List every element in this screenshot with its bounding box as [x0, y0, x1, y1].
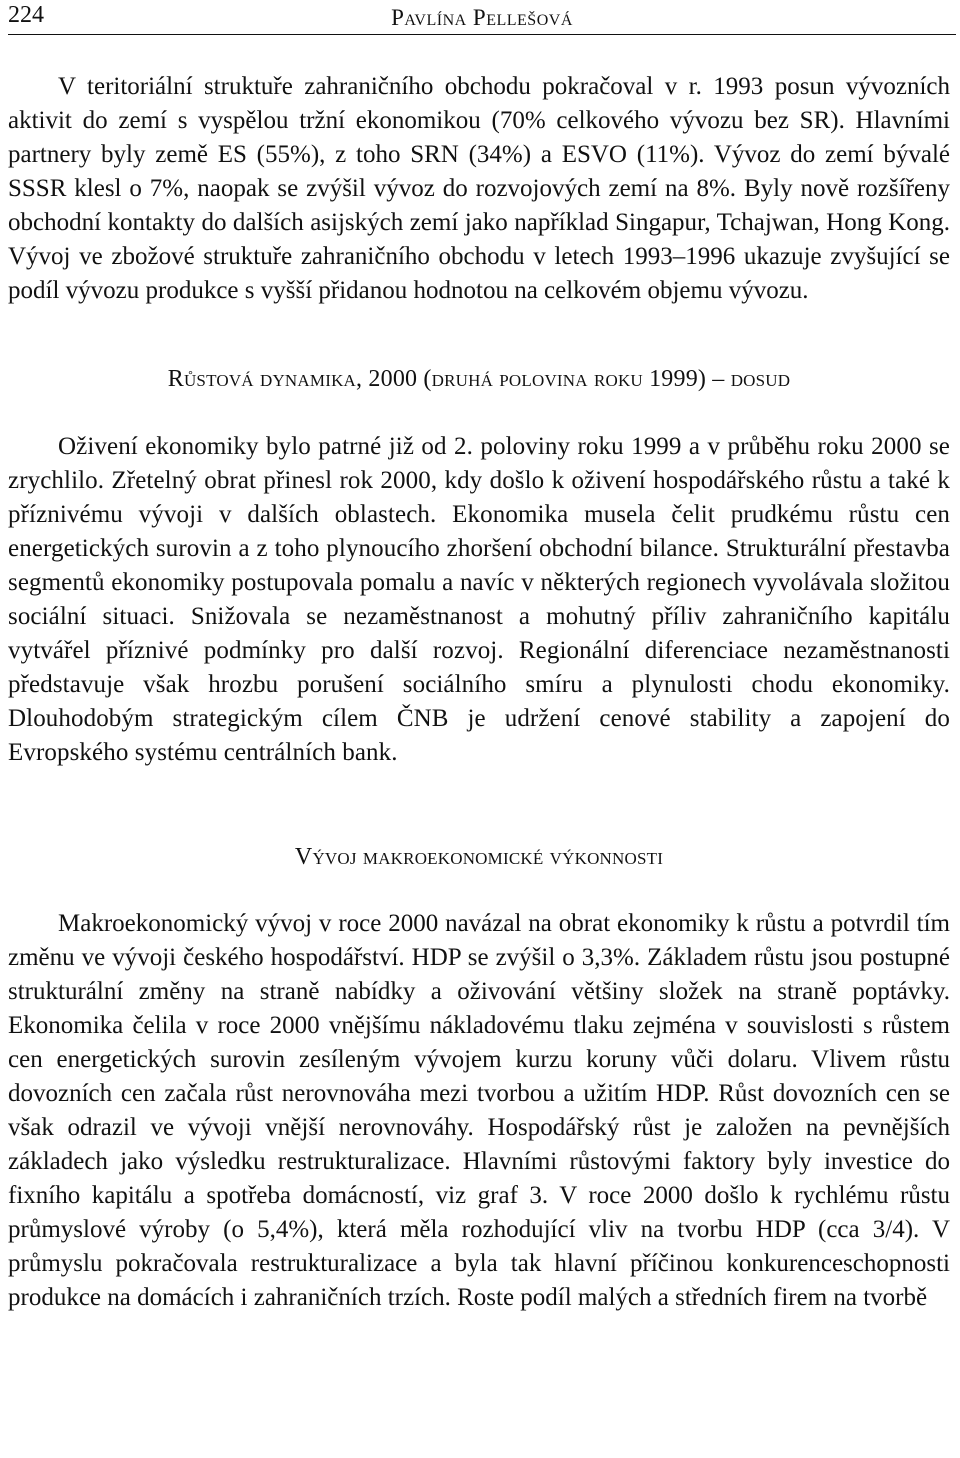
body-paragraph-recovery: Oživení ekonomiky bylo patrné již od 2. poloviny roku 1999 a v průběhu roku 2000 se zrychlilo. Zřetelný obrat přinesl rok 2000, kdy došlo k oživení hospodářského růstu a také k příznivému vývoji v dalších oblastech. Ekonomika musela čelit prudkému růstu cen energetických surovin a z toho plynoucího zhoršení obchodní bilance. Strukturální přestavba segmentů ekonomiky postupovala pomalu a navíc v některých regionech vyvolávala složitou sociální situaci. Snižovala se nezaměstnanost a mohutný příliv zahraničního kapitálu vytvářel příznivé podmínky pro další rozvoj. Regionální diferenciace nezaměstnanosti představuje však hrozbu porušení sociálního smíru a plynulosti chodu ekonomiky. Dlouhodobým strategickým cílem ČNB je udržení cenové stability a zapojení do Evropského systému centrálních bank.: [8, 433, 950, 766]
body-paragraph-trade-structure: V teritoriální struktuře zahraničního obchodu pokračoval v r. 1993 posun vývozních aktivit do zemí s vyspělou tržní ekonomikou (70% celkového vývozu bez SR). Hlavními partnery byly země ES (55%), z toho SRN (34%) a ESVO (11%). Vývoz do zemí bývalé SSSR klesl o 7%, naopak se zvýšil vývoz do rozvojových zemí na 8%. Byly nově rozšířeny obchodní kontakty do dalších asijských zemí jako například Singapur, Tchajwan, Hong Kong. Vývoj ve zbožové struktuře zahraničního obchodu v letech 1993–1996 ukazuje zvyšující se podíl vývozu produkce s vyšší přidanou hodnotou na celkovém objemu vývozu.: [8, 73, 950, 304]
running-author: Pavlína Pellešová: [391, 5, 573, 30]
running-header: [8, 0, 956, 35]
body-paragraph-macro-development: Makroekonomický vývoj v roce 2000 navázal na obrat ekonomiky k růstu a potvrdil tím změnu ve vývoji českého hospodářství. HDP se zvýšil o 3,3%. Základem růstu jsou postupné strukturální změny na straně nabídky a oživování většiny složek na straně poptávky. Ekonomika čelila v roce 2000 vnějšímu nákladovému tlaku zejména v souvislosti s růstem cen energetických surovin zesíleným vývojem kurzu koruny vůči dolaru. Vlivem růstu dovozních cen začala růst nerovnováha mezi tvorbou a užitím HDP. Růst dovozních cen se však odrazil ve vývoji vnější nerovnováhy. Hospodářský růst je založen na pevnějších základech jako výsledku restrukturalizace. Hlavními růstovými faktory byly investice do fixního kapitálu a spotřeba domácností, viz graf 3. V roce 2000 došlo k rychlému růstu průmyslové výroby (o 5,4%), která měla rozhodující vliv na tvorbu HDP (cca 3/4). V průmyslu pokračovala restrukturalizace a byla tak hlavní příčinou konkurenceschopnosti produkce na domácích i zahraničních trzích. Roste podíl malých a středních firem na tvorbě: [8, 910, 950, 1311]
section-heading-growth-dynamics: Růstová dynamika, 2000 (druhá polovina roku 1999) – dosud: [167, 366, 791, 392]
section-heading-macro-performance: Vývoj makroekonomické výkonnosti: [294, 844, 664, 870]
page-number: 224: [8, 2, 44, 28]
